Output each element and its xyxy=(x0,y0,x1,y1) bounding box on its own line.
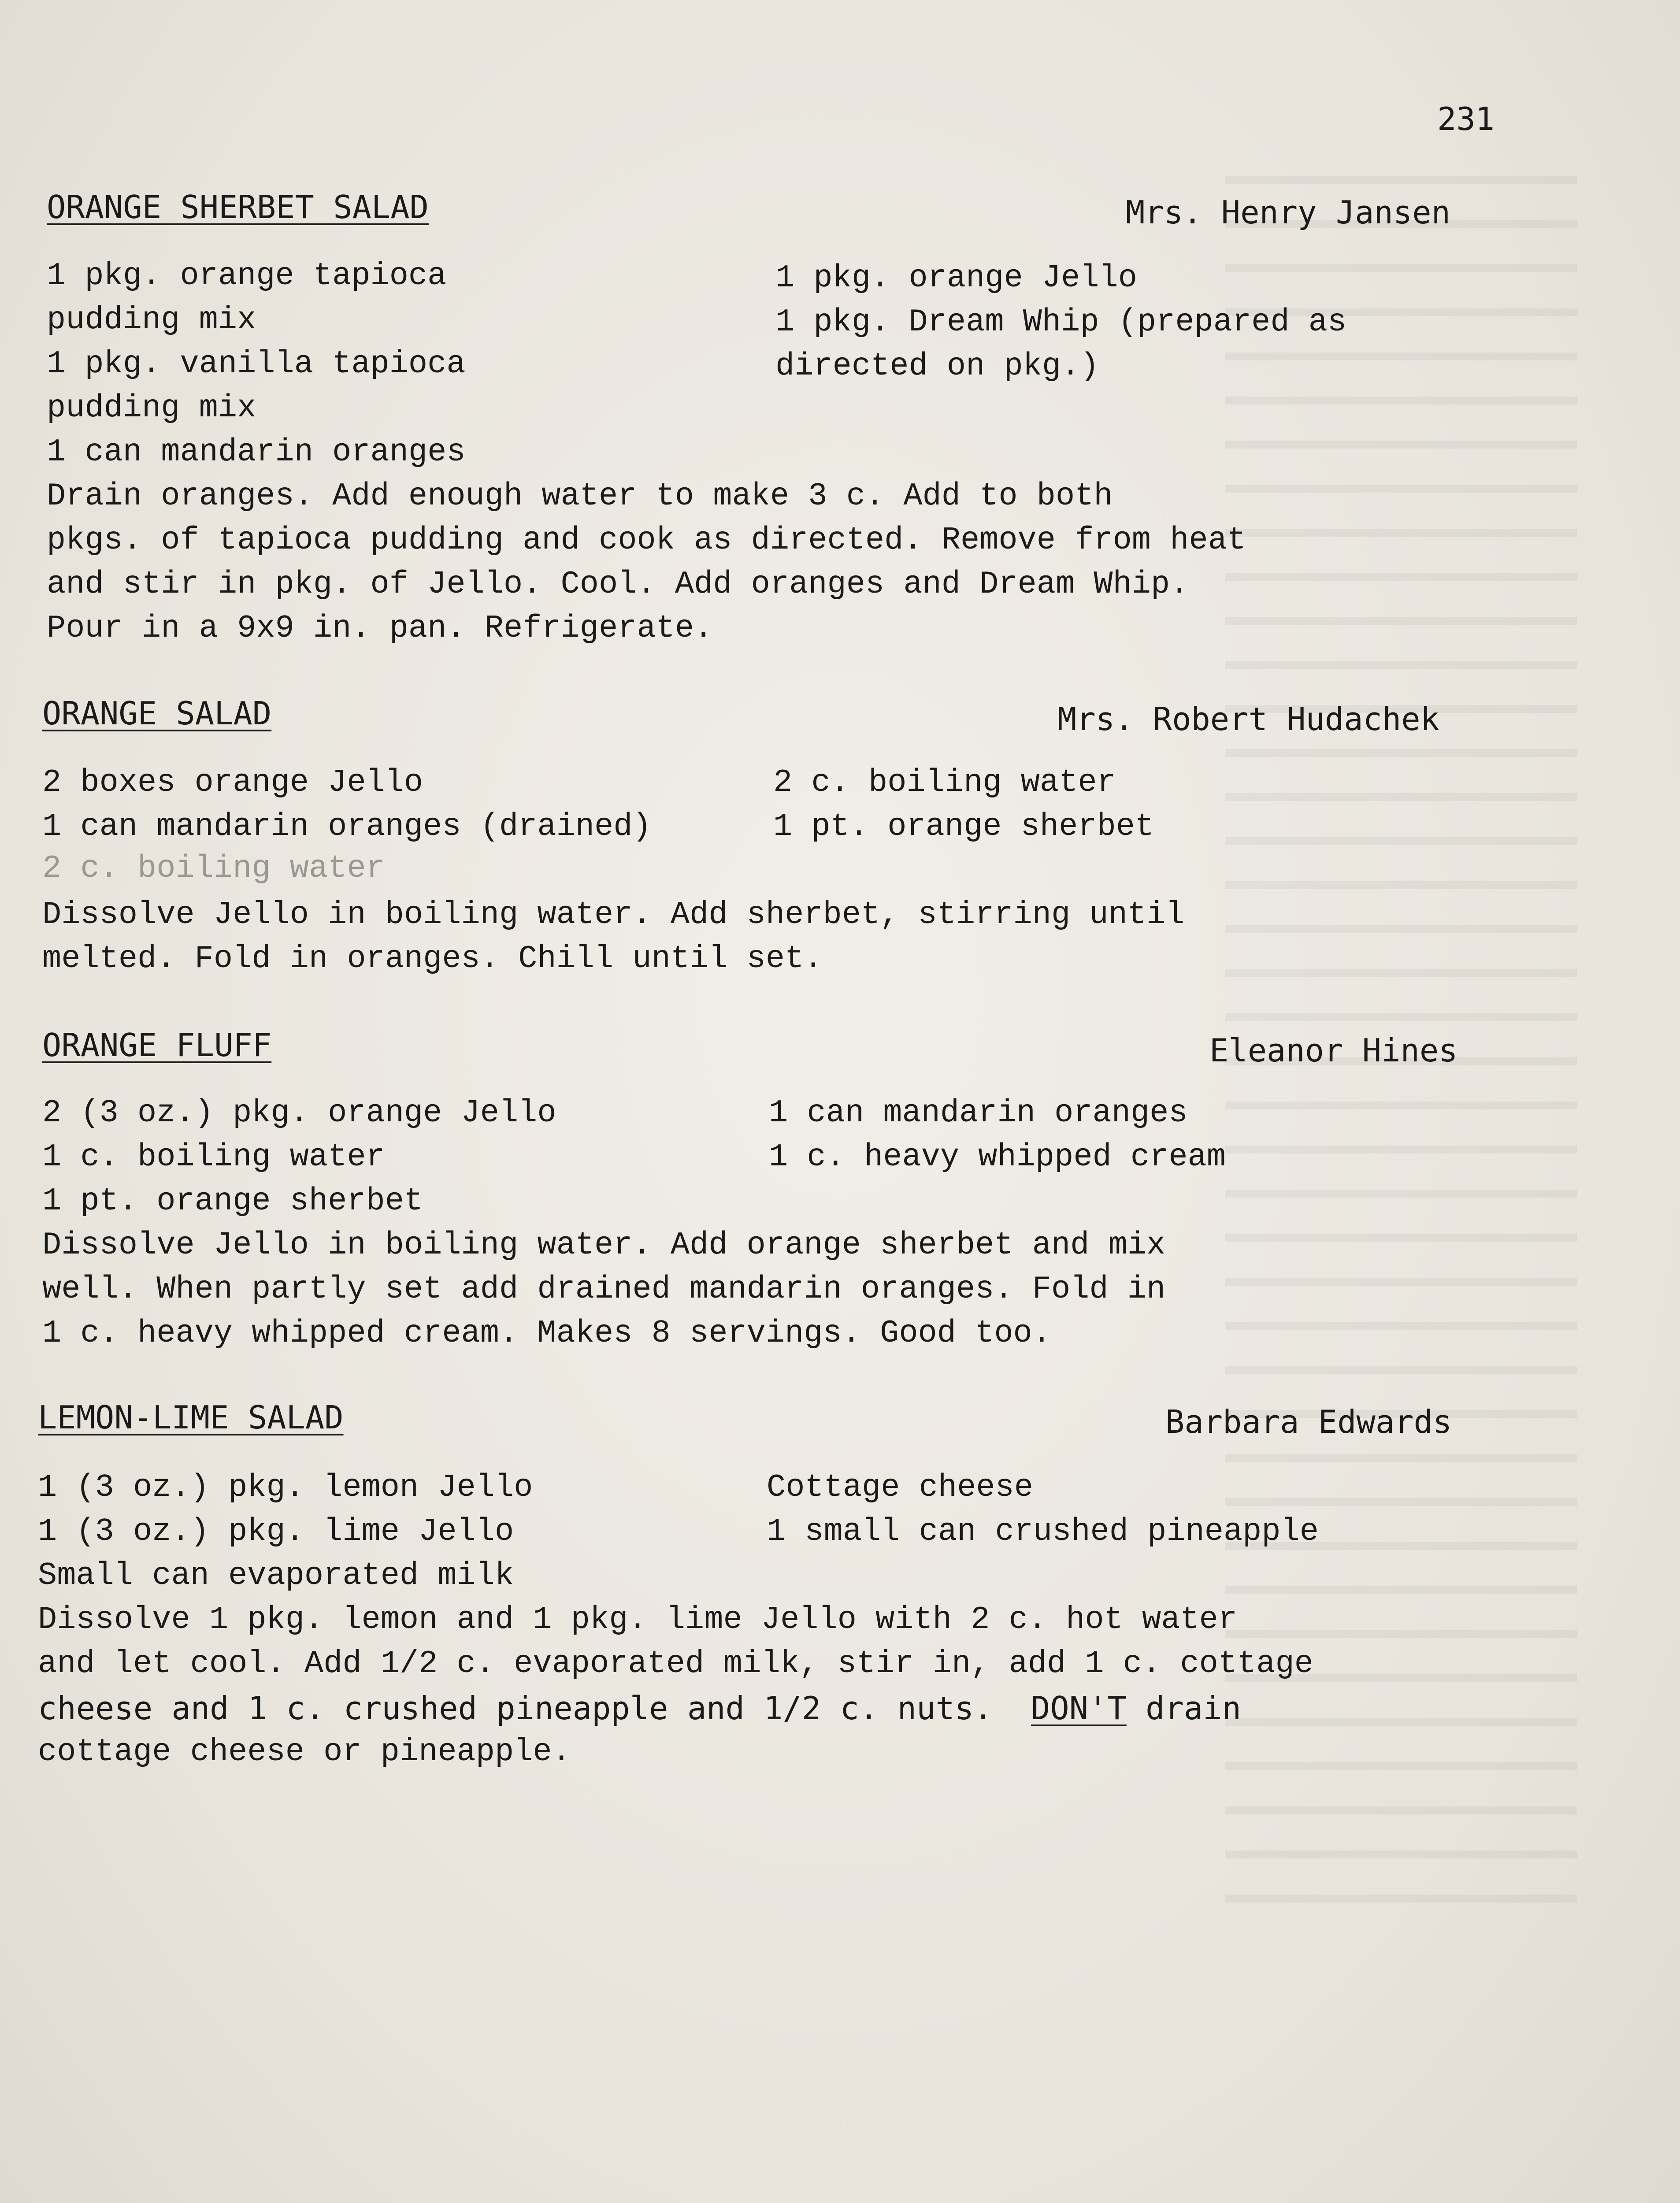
recipe-author: Eleanor Hines xyxy=(1209,1032,1458,1069)
direction-text: drain xyxy=(1126,1690,1241,1727)
direction-line: Dissolve Jello in boiling water. Add sherbet, stirring until xyxy=(42,897,1185,933)
page-number: 231 xyxy=(1437,100,1495,137)
ingredient-line: 1 pkg. vanilla tapioca xyxy=(47,346,466,382)
direction-line: and stir in pkg. of Jello. Cool. Add oranges and Dream Whip. xyxy=(47,566,1189,602)
ingredient-line: 1 small can crushed pineapple xyxy=(767,1513,1319,1550)
ingredient-line: 2 (3 oz.) pkg. orange Jello xyxy=(42,1095,556,1131)
ingredient-line: 1 pkg. orange tapioca xyxy=(47,258,447,294)
ingredient-line-faded: 2 c. boiling water xyxy=(42,850,385,886)
direction-line: cottage cheese or pineapple. xyxy=(38,1734,571,1770)
direction-line: Drain oranges. Add enough water to make 3 c. Add to both xyxy=(47,478,1113,514)
ingredient-line: pudding mix xyxy=(47,302,256,338)
direction-line: and let cool. Add 1/2 c. evaporated milk, stir in, add 1 c. cottage xyxy=(38,1646,1313,1682)
recipe-author: Mrs. Henry Jansen xyxy=(1126,194,1450,231)
ingredient-line: 1 pt. orange sherbet xyxy=(42,1183,423,1219)
ingredient-line: Cottage cheese xyxy=(767,1469,1033,1506)
ingredient-line: pudding mix xyxy=(47,390,256,426)
ingredient-line: 1 pkg. orange Jello xyxy=(775,260,1137,296)
ingredient-line: 1 can mandarin oranges (drained) xyxy=(42,809,652,845)
direction-line: melted. Fold in oranges. Chill until set. xyxy=(42,941,823,977)
recipe-title: ORANGE SHERBET SALAD xyxy=(47,189,429,226)
ingredient-line: directed on pkg.) xyxy=(775,348,1099,384)
ingredient-line: 1 can mandarin oranges xyxy=(769,1095,1188,1131)
direction-line: Dissolve 1 pkg. lemon and 1 pkg. lime Jello with 2 c. hot water xyxy=(38,1602,1238,1638)
recipe-title: ORANGE FLUFF xyxy=(42,1027,272,1064)
direction-text: cheese and 1 c. crushed pineapple and 1/2 c. nuts. xyxy=(38,1690,1031,1727)
ingredient-line: 1 pkg. Dream Whip (prepared as xyxy=(775,304,1347,340)
recipe-title: LEMON-LIME SALAD xyxy=(38,1399,344,1436)
direction-line: pkgs. of tapioca pudding and cook as directed. Remove from heat xyxy=(47,522,1246,558)
recipe-title: ORANGE SALAD xyxy=(42,695,272,732)
ingredient-line: 1 c. heavy whipped cream xyxy=(769,1139,1226,1175)
ingredient-line: 1 pt. orange sherbet xyxy=(773,809,1154,845)
ingredient-line: 1 (3 oz.) pkg. lime Jello xyxy=(38,1513,514,1550)
ingredient-line: 1 c. boiling water xyxy=(42,1139,385,1175)
ingredient-line: 2 c. boiling water xyxy=(773,764,1116,801)
recipe-author: Mrs. Robert Hudachek xyxy=(1057,701,1439,738)
direction-line: Dissolve Jello in boiling water. Add orange sherbet and mix xyxy=(42,1227,1166,1263)
direction-line: Pour in a 9x9 in. pan. Refrigerate. xyxy=(47,610,713,646)
direction-line xyxy=(38,1690,1241,1727)
recipe-author: Barbara Edwards xyxy=(1165,1403,1452,1440)
direction-line: 1 c. heavy whipped cream. Makes 8 servings. Good too. xyxy=(42,1315,1051,1351)
ingredient-line: 1 can mandarin oranges xyxy=(47,434,466,470)
ingredient-line: Small can evaporated milk xyxy=(38,1558,514,1594)
direction-line: well. When partly set add drained mandarin oranges. Fold in xyxy=(42,1271,1166,1307)
ingredient-line: 1 (3 oz.) pkg. lemon Jello xyxy=(38,1469,533,1506)
ingredient-line: 2 boxes orange Jello xyxy=(42,764,423,801)
emphasis-text: DON'T xyxy=(1031,1690,1127,1727)
